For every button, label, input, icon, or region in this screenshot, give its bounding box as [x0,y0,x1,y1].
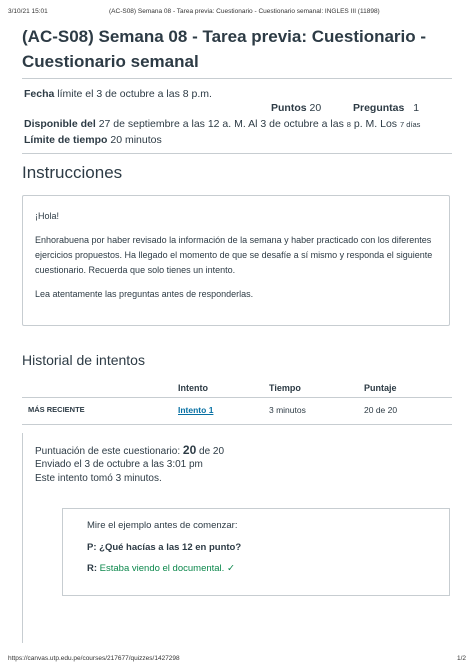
col-time: Tiempo [269,383,301,393]
instructions-note: Lea atentamente las preguntas antes de responderlas. [35,289,254,299]
points-value: 20 [309,102,322,114]
table-row [22,398,452,425]
questions-row [353,100,419,116]
questions-label: Preguntas [353,102,405,114]
instructions-greeting: ¡Hola! [35,211,60,221]
time-limit-value: 20 minutos [110,134,162,146]
available-value-hour: 8 [346,120,351,129]
score-suffix: de 20 [199,446,225,457]
print-datetime: 3/10/21 15:01 [8,8,48,15]
available-value: 27 de septiembre a las 12 a. M. Al 3 de octubre a las [98,118,344,130]
points-label: Puntos [271,102,307,114]
attempt-1-link[interactable]: Intento 1 [178,405,214,415]
table-header [22,376,452,398]
available-label: Disponible del [24,118,96,130]
question-text: ¿Qué hacías a las 12 en punto? [99,542,242,553]
available-value-days: 7 días [399,120,421,129]
example-box [62,508,450,596]
instructions-heading: Instrucciones [22,163,123,182]
attempt-time: 3 minutos [269,405,306,415]
quiz-score [35,443,224,457]
page-url: https://canvas.utp.edu.pe/courses/217677/quizzes/1427298 [8,655,180,662]
details-divider [22,153,452,154]
col-score: Puntaje [364,383,397,393]
example-question [87,542,241,553]
due-date-value: límite el 3 de octubre a las 8 p.m. [57,88,212,100]
attempt-duration: Este intento tomó 3 minutos. [35,473,162,484]
example-intro: Mire el ejemplo antes de comenzar: [87,520,238,531]
available-row [24,116,420,133]
questions-value: 1 [413,102,420,114]
page-number: 1/2 [456,655,466,662]
time-limit-label: Límite de tiempo [24,134,108,146]
score-prefix: Puntuación de este cuestionario: [35,446,181,457]
attempt-score: 20 de 20 [364,405,398,415]
instructions-box [22,195,450,326]
question-label: P: [87,542,97,553]
score-value: 20 [182,443,197,457]
available-value-pm: p. M. Los [353,118,398,130]
most-recent-label: MÁS RECIENTE [28,405,85,414]
history-heading: Historial de intentos [22,352,145,368]
print-doc-title: (AC-S08) Semana 08 - Tarea previa: Cuestionario - Cuestionario semanal: INGLES III (11898) [109,8,380,15]
instructions-body: Enhorabuena por haber revisado la información de la semana y haber practicado con los diferentes ejercicios propuestos. Ha llegado el momento de que se desafíe a sí mismo y responda el siguiente cuestionario. Recuerda que solo tienes un intento. [35,235,433,275]
answer-text: Estaba viendo el documental. [99,563,225,574]
due-date-row [24,86,212,102]
due-date-label: Fecha [24,88,55,100]
answer-label: R: [87,563,98,574]
points-row [271,100,321,116]
col-attempt: Intento [178,383,208,393]
time-limit-row [24,132,162,148]
submitted-date: Enviado el 3 de octubre a las 3:01 pm [35,459,203,470]
check-icon: ✓ [226,563,235,574]
page-title: (AC-S08) Semana 08 - Tarea previa: Cuestionario - Cuestionario semanal [22,27,427,71]
title-divider [22,78,452,79]
example-answer [87,563,235,574]
